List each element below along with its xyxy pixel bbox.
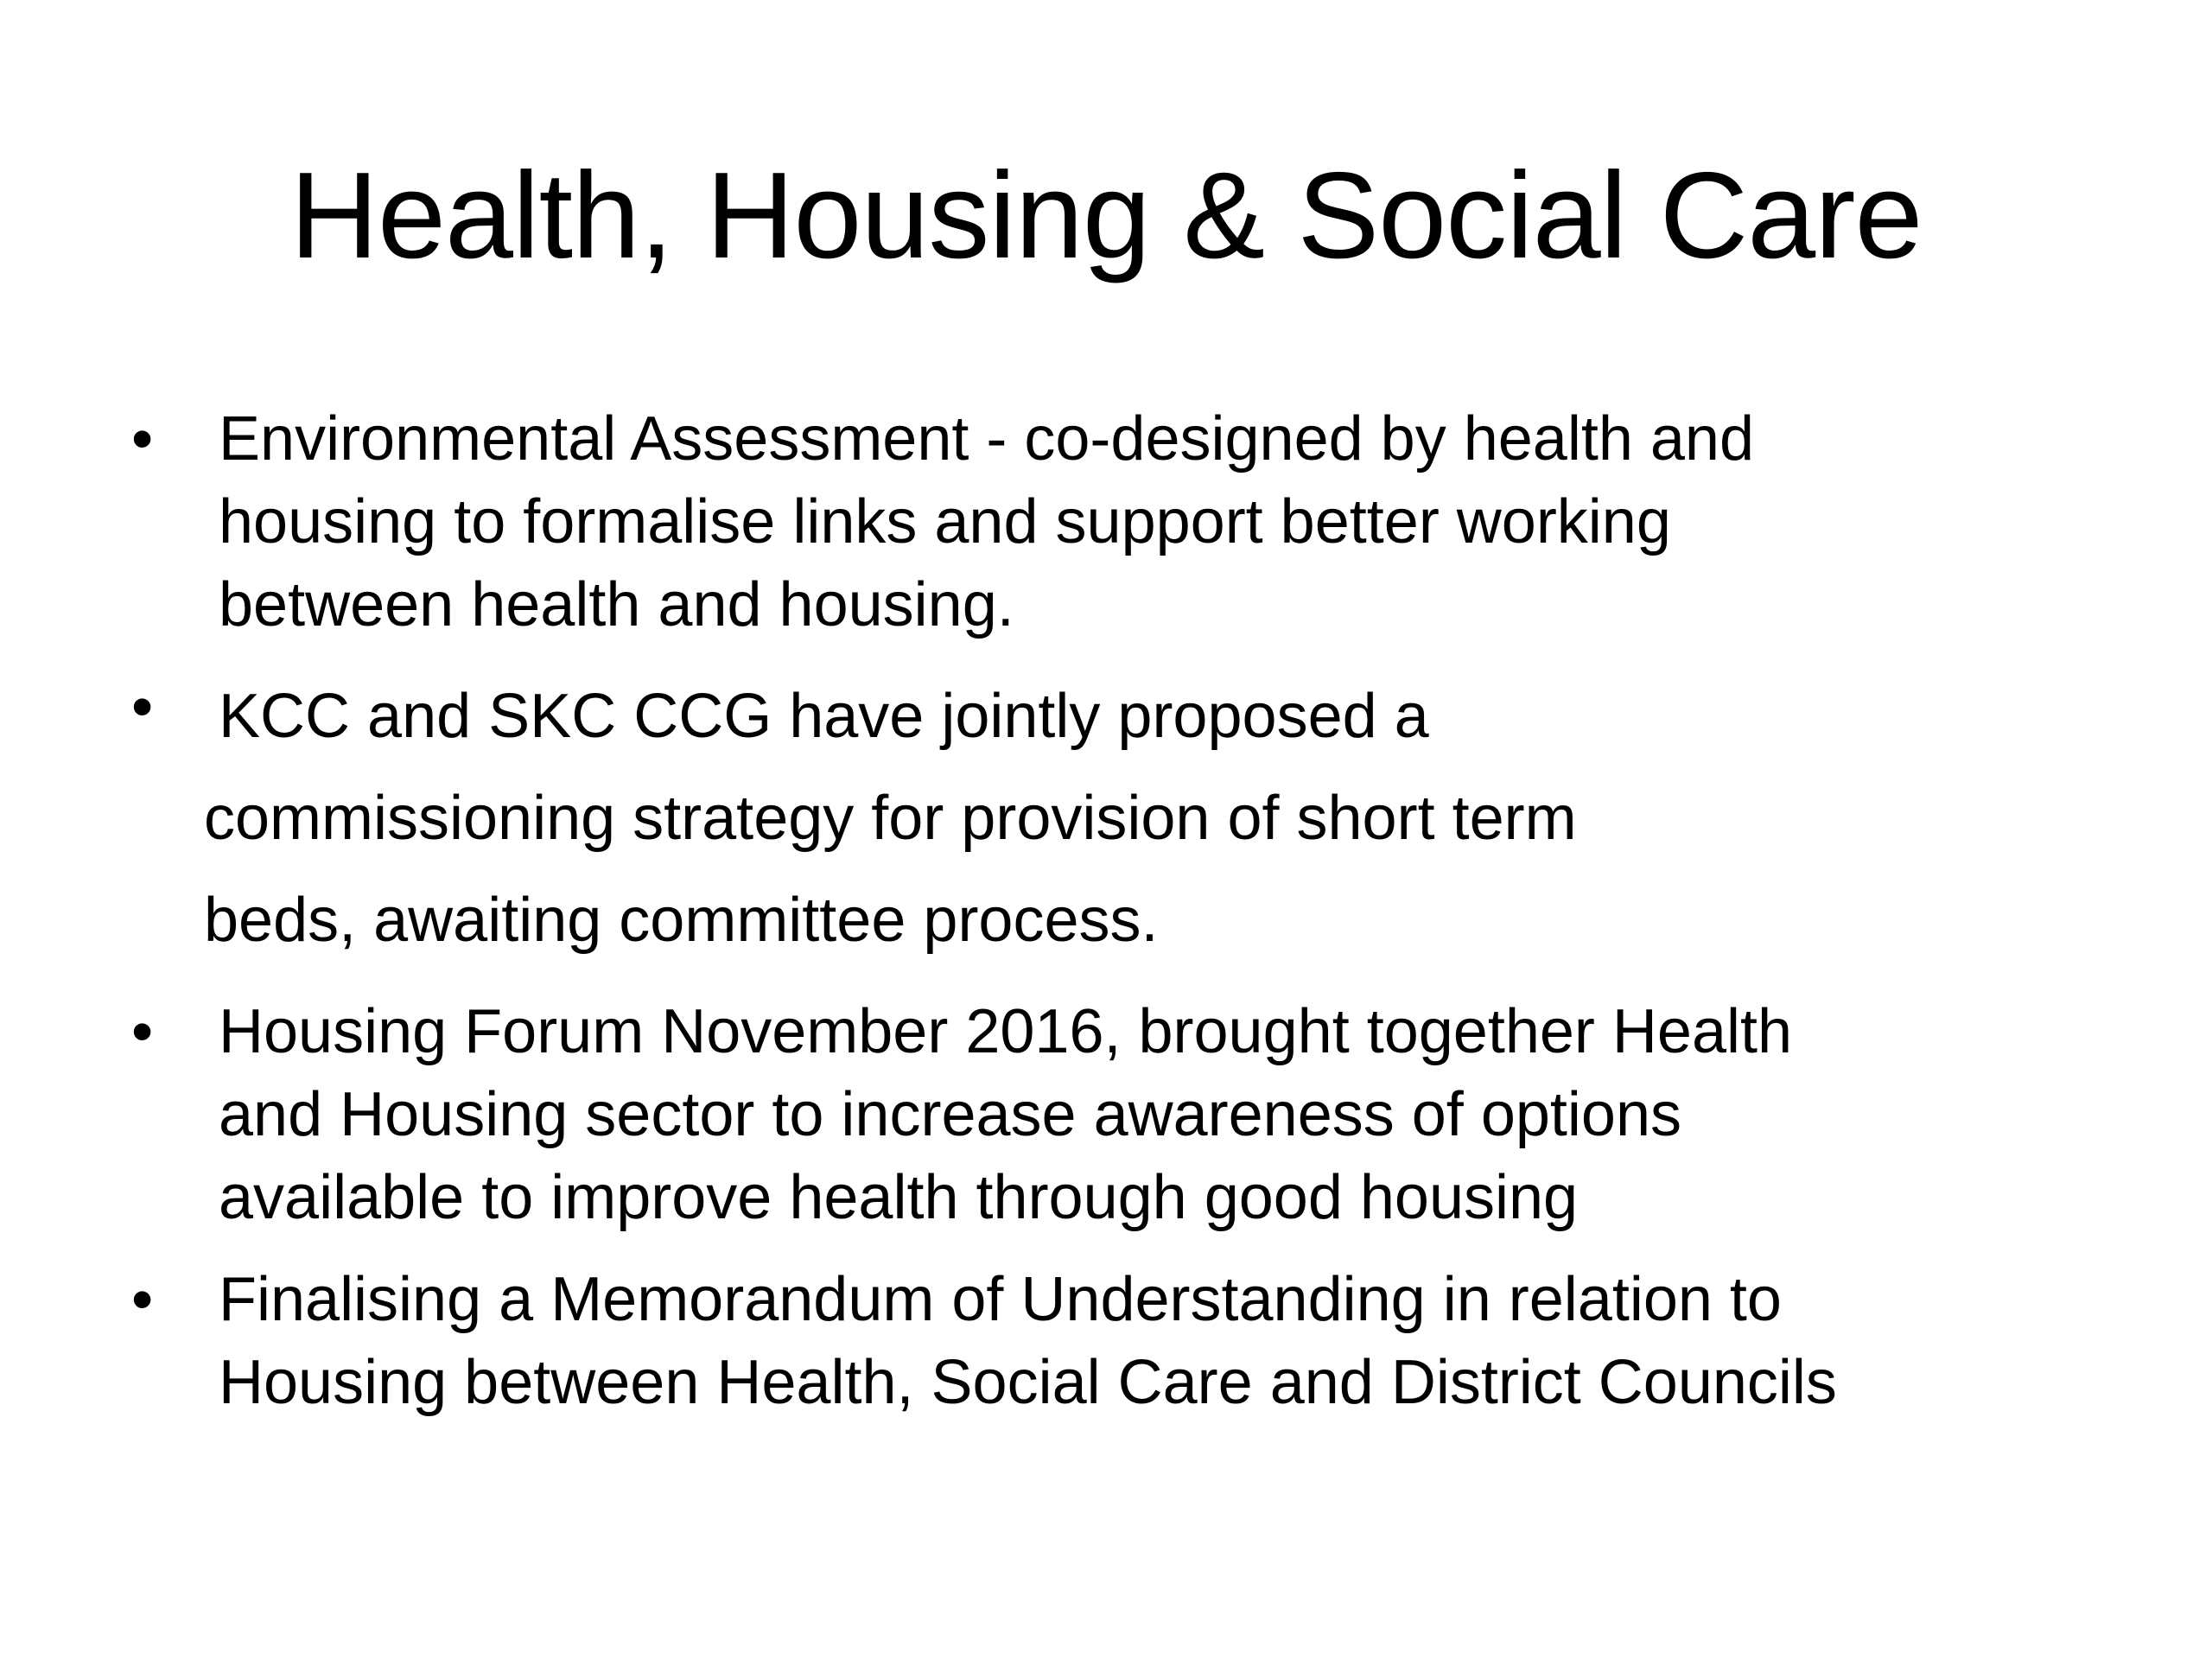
bullet-icon: • bbox=[131, 997, 154, 1066]
bullet-line: Environmental Assessment - co-designed by health and bbox=[219, 404, 1755, 474]
bullet-line: available to improve health through good housing bbox=[219, 1163, 1579, 1232]
bullet-line: KCC and SKC CCG have jointly proposed a bbox=[219, 682, 1429, 751]
bullet-line: Housing between Health, Social Care and District Councils bbox=[219, 1348, 1837, 1417]
bullet-item bbox=[0, 1258, 2212, 1424]
bullet-line: commissioning strategy for provision of short term bbox=[204, 784, 1577, 853]
bullet-icon: • bbox=[131, 404, 154, 474]
bullet-item bbox=[0, 990, 2212, 1239]
bullet-line: between health and housing. bbox=[219, 570, 1014, 639]
bullet-text bbox=[219, 397, 2102, 646]
bullet-icon: • bbox=[131, 1265, 154, 1334]
bullet-text bbox=[219, 990, 2102, 1239]
bullet-text bbox=[204, 665, 2102, 971]
bullet-item bbox=[0, 397, 2212, 646]
slide-title: Health, Housing & Social Care bbox=[289, 147, 1923, 284]
bullet-line: beds, awaiting committee process. bbox=[204, 886, 1159, 955]
bullet-line: Finalising a Memorandum of Understanding in relation to bbox=[219, 1265, 1782, 1334]
bullet-text bbox=[219, 1258, 2102, 1424]
bullet-line: housing to formalise links and support better working bbox=[219, 487, 1671, 556]
bullet-item bbox=[0, 665, 2212, 971]
bullet-line: Housing Forum November 2016, brought together Health bbox=[219, 997, 1793, 1066]
bullet-icon: • bbox=[131, 672, 154, 741]
bullet-line: and Housing sector to increase awareness of options bbox=[219, 1080, 1681, 1149]
bullet-list bbox=[0, 397, 2212, 1424]
